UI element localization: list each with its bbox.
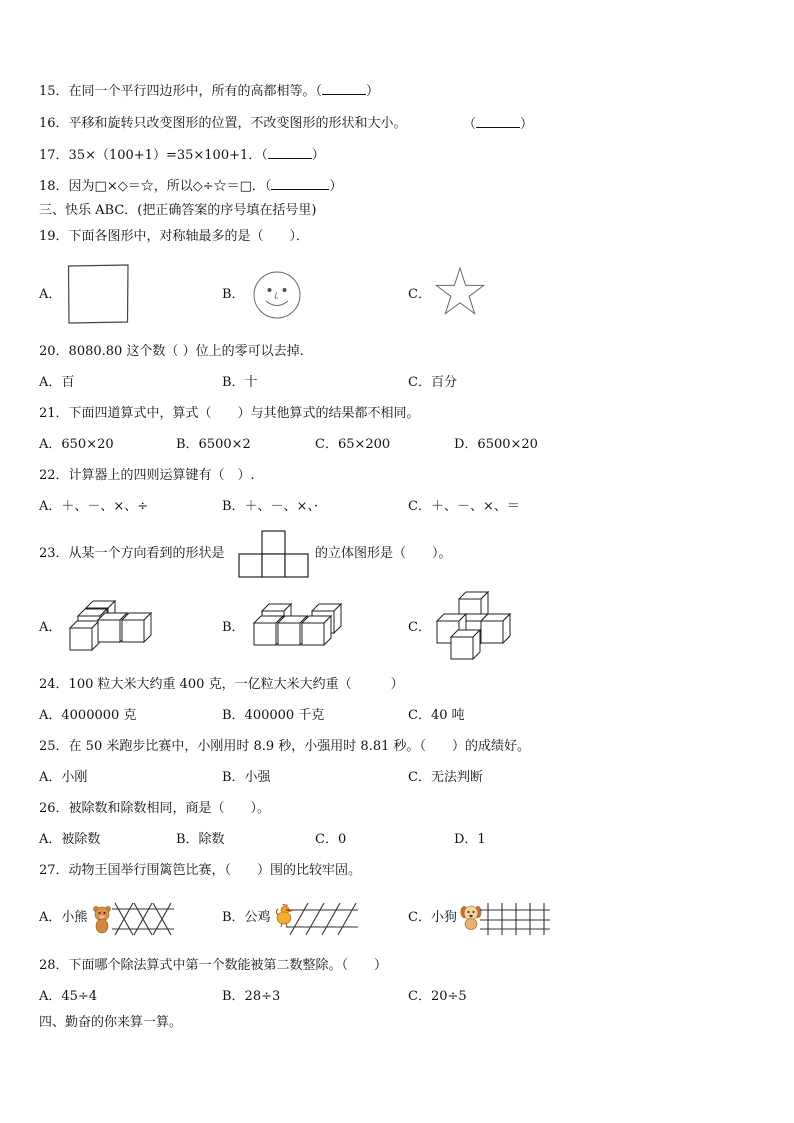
option-a[interactable]: A．＋、－、×、÷ <box>39 499 149 514</box>
cube <box>481 614 510 643</box>
section-4-heading: 四、勤奋的你来算一算。 <box>39 1015 183 1030</box>
question-24: 24．100 粒大米大约重 400 克，一亿粒大米大约重（ ） <box>39 677 404 692</box>
option-b[interactable]: B．十 <box>222 375 258 390</box>
puppy-icon <box>460 904 482 930</box>
cube <box>70 621 99 650</box>
option-a[interactable]: A．650×20 <box>39 437 114 452</box>
question-27: 27．动物王国举行围篱笆比赛，（ ）围的比较牢固。 <box>39 863 362 878</box>
question-28: 28．下面哪个除法算式中第一个数能被第二数整除。（ ） <box>39 958 388 973</box>
cube <box>302 616 331 645</box>
option-a[interactable]: A．被除数 <box>39 832 101 847</box>
question-text: 23．从某一个方向看到的形状是 <box>39 546 225 561</box>
cross-fence-icon <box>112 902 174 936</box>
option-d[interactable]: D．6500×20 <box>454 437 538 452</box>
square-icon <box>67 264 129 324</box>
question-text: 15．在同一个平行四边形中，所有的高都相等。（ <box>39 84 323 99</box>
option-c[interactable]: C． <box>408 620 431 635</box>
option-c[interactable]: C．百分 <box>408 375 457 390</box>
option-a[interactable]: A．4000000 克 <box>39 708 137 723</box>
option-a[interactable]: A． <box>39 620 62 635</box>
option-c[interactable]: C．40 吨 <box>408 708 465 723</box>
option-b[interactable]: B．28÷3 <box>222 989 281 1004</box>
option-b[interactable]: B．6500×2 <box>176 437 251 452</box>
question-23 <box>39 545 225 563</box>
question-17: 17．35×（100+1）=35×100+1．（ ） <box>39 148 325 163</box>
answer-blank[interactable] <box>476 115 520 128</box>
cube <box>451 630 480 659</box>
option-a[interactable]: A．百 <box>39 375 75 390</box>
question-text: 17．35×（100+1）=35×100+1．（ <box>39 148 268 163</box>
question-25: 25．在 50 米跑步比赛中，小刚用时 8.9 秒，小强用时 8.81 秒。（ ）的成绩好。 <box>39 739 530 754</box>
smiley-face-icon <box>252 270 302 320</box>
cube-stack-a-icon <box>66 598 156 658</box>
question-23-suffix: 的立体图形是（ ）。 <box>315 546 452 561</box>
question-20: 20．8080.80 这个数（ ）位上的零可以去掉. <box>39 344 304 359</box>
question-22: 22．计算器上的四则运算键有（ ）. <box>39 468 255 483</box>
option-b[interactable]: B．公鸡 <box>222 910 271 925</box>
option-d[interactable]: D．1 <box>454 832 486 847</box>
option-c[interactable]: C．20÷5 <box>408 989 467 1004</box>
answer-blank[interactable] <box>271 177 329 190</box>
question-19: 19．下面各图形中，对称轴最多的是（ ）． <box>39 229 310 244</box>
option-b[interactable]: B．＋、－、×、· <box>222 499 319 514</box>
option-a[interactable]: A．小刚 <box>39 770 88 785</box>
question-16-answer: （ ） <box>463 117 534 132</box>
question-15: 15．在同一个平行四边形中，所有的高都相等。（ ） <box>39 84 380 99</box>
slanted-fence-icon <box>286 902 358 936</box>
section-3-heading: 三、快乐 ABC．(把正确答案的序号填在括号里) <box>39 203 317 218</box>
question-21: 21．下面四道算式中，算式（ ）与其他算式的结果都不相同。 <box>39 406 420 421</box>
option-a[interactable]: A．45÷4 <box>39 989 98 1004</box>
star-icon <box>434 266 486 318</box>
answer-blank[interactable] <box>268 146 312 159</box>
question-16 <box>39 115 407 133</box>
question-18: 18．因为□×◇＝☆，所以◇÷☆＝□．（ ） <box>39 179 343 194</box>
option-b[interactable]: B． <box>222 287 245 302</box>
cube-stack-c-icon <box>433 591 513 661</box>
option-c[interactable]: C．0 <box>315 832 347 847</box>
option-c[interactable]: C．小狗 <box>408 910 457 925</box>
option-b[interactable]: B． <box>222 620 245 635</box>
front-view-icon <box>238 530 310 578</box>
option-b[interactable]: B．除数 <box>176 832 225 847</box>
option-b[interactable]: B．400000 千克 <box>222 708 325 723</box>
bear-icon <box>92 904 112 934</box>
option-c[interactable]: C． <box>408 287 431 302</box>
option-b[interactable]: B．小强 <box>222 770 271 785</box>
option-a[interactable]: A．小熊 <box>39 910 88 925</box>
question-26: 26．被除数和除数相同，商是（ ）。 <box>39 801 271 816</box>
answer-blank[interactable] <box>322 82 366 95</box>
question-text: 18．因为□×◇＝☆，所以◇÷☆＝□．（ <box>39 179 272 194</box>
option-a[interactable]: A． <box>39 287 62 302</box>
option-c[interactable]: C．＋、－、×、＝ <box>408 499 520 514</box>
cube-stack-b-icon <box>250 603 340 653</box>
cube <box>122 613 151 642</box>
question-text: 16．平移和旋转只改变图形的位置，不改变图形的形状和大小。 <box>39 116 407 131</box>
option-c[interactable]: C．65×200 <box>315 437 391 452</box>
option-c[interactable]: C．无法判断 <box>408 770 483 785</box>
grid-fence-icon <box>480 902 550 936</box>
